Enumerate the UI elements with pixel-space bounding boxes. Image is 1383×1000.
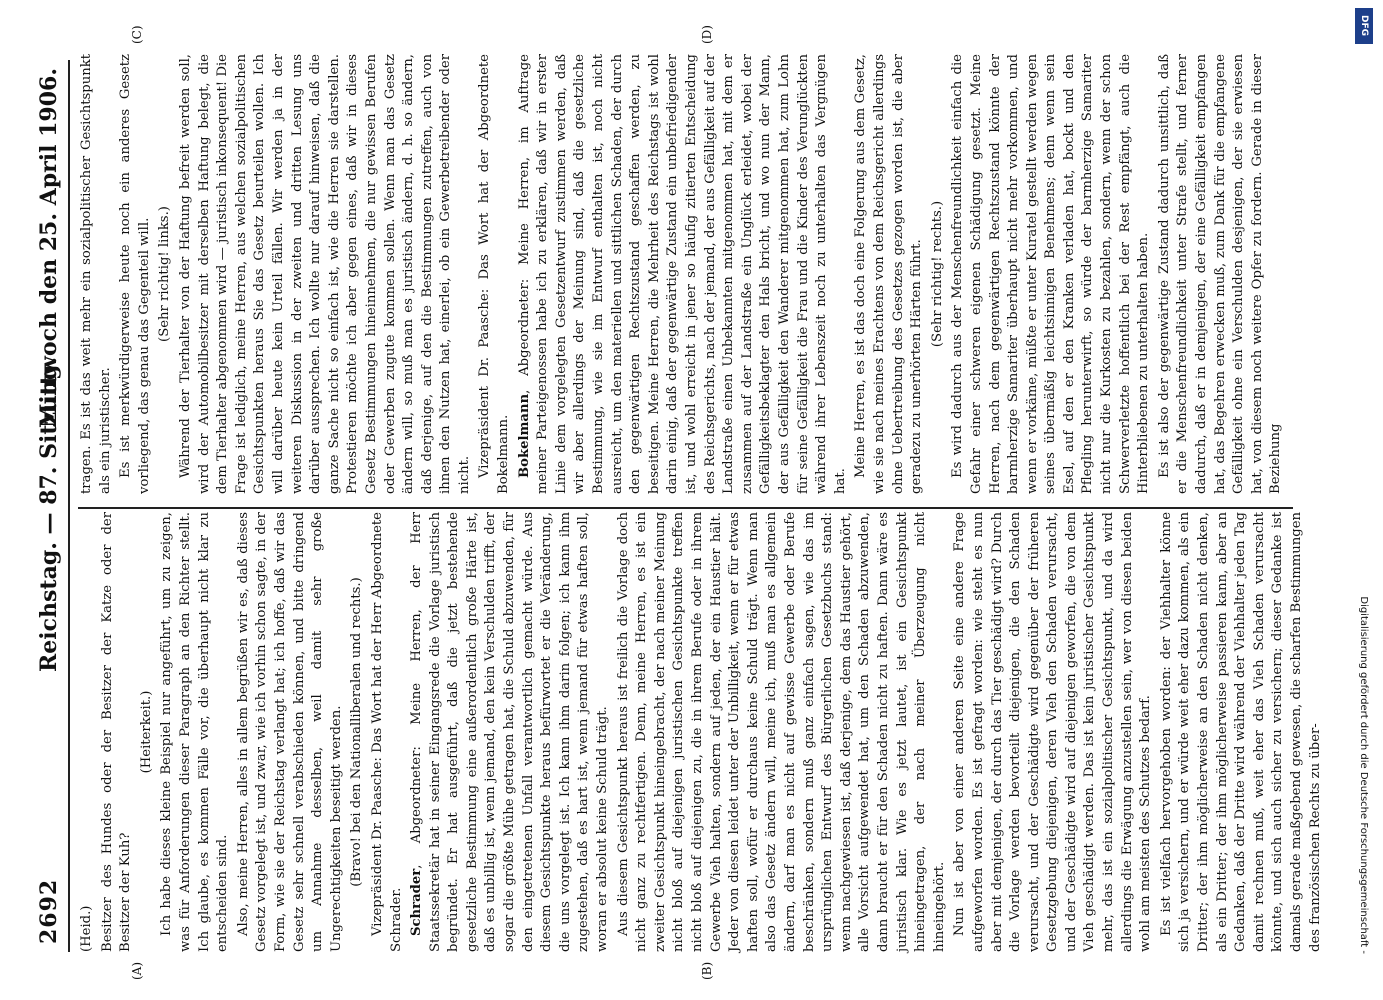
- digitization-note-text: Digitalisierung gefördert durch die Deutsche Forschungsgemeinschaft -: [1358, 596, 1369, 954]
- speaker-name: Bokelmann: [516, 393, 532, 478]
- digitization-note: [1352, 10, 1376, 990]
- paragraph: Nun ist aber von einer anderen Seite eine andere Frage aufgeworfen worden. Es ist gefragt worden: wie steht es nun aber mit demjenigen, der durch das Tier geschädigt wird? Durch die Vorlage werden bevorteilt diejenigen, die den Schaden verursacht, und der Geschädigte wird gegenüber der früheren Gesetzgebung diejenigen, deren Vieh den Schaden verursacht, und der Geschädigte wird auf diejenigen geworfen, die von dem Vieh geschädigt werden. Das ist kein juristischer Gesichtspunkt mehr, das ist ein sozialpolitischer Gesichtspunkt, und da wird allerdings die Erwägung anzustellen sein, wer von diesen beiden wohl am meisten des Schutzes bedarf.: [952, 512, 1154, 952]
- paragraph: Meine Herren, es ist das doch eine Folgerung aus dem Gesetz, wie sie nach meines Erachtens von dem Reichsgericht allerdings ohne Uebertreibung des Gesetzes gezogen worden ist, die aber geradezu zu unerhörten Härten führt.: [853, 54, 925, 494]
- left-column: [78, 512, 1323, 952]
- session-date: Mittwoch den 25. April 1906.: [36, 68, 62, 428]
- paragraph: Vizepräsident Dr. Paasche: Das Wort hat der Abgeordnete Bokelmann.: [477, 54, 512, 494]
- interjection: (Sehr richtig! links.): [157, 206, 173, 342]
- paragraph: Es wird dadurch aus der Menschenfreundlichkeit einfach die Gefahr einer schweren eigenen Schädigung gesetzt. Meine Herren, nach dem gegenwärtigen Rechtszustand könnte der barmherzige Samariter überhaupt nicht mehr vorkommen, und wenn er vorkäme, müßte er unter Kuratel gestellt werden wegen seines übermäßig leichtsinnigen Benehmens; denn wenn sein Esel, auf den er den Kranken verladen hat, bockt und den Pflegling herunterwirft, so würde der barmherzige Samariter nicht nur die Kurkosten zu bezahlen, sondern, wenn der schon Schwerverletzte hoffentlich bei der Rest empfängt, auch die Hinterbliebenen zu unterhalten haben.: [950, 54, 1152, 494]
- margin-marker-b: (B): [700, 961, 714, 980]
- margin-marker-a: (A): [130, 961, 144, 980]
- paragraph: Vizepräsident Dr. Paasche: Das Wort hat der Herr Abgeordnete Schrader.: [369, 512, 404, 952]
- paragraph: Bokelmann, Abgeordneter: Meine Herren, im Auftrage meiner Parteigenossen habe ich zu erklären, daß wir in erster Linie dem vorgelegten Gesetzentwurf zustimmen werden, daß wir aber allerdings der Meinung sind, daß die gesetzliche Bestimmung, wie sie im Entwurf enthalten ist, noch nicht ausreicht, um den materiellen und sittlichen Schaden, der durch den gegenwärtigen Rechtszustand geschaffen werden, zu beseitigen. Meine Herren, die Mehrheit des Reichstags ist wohl darin einig, daß der gegenwärtige Zustand ein unbefriedigender ist, und wohl erreicht in jener so häufig zitierten Entscheidung des Reichsgerichts, nach der jemand, der aus Gefälligkeit auf der Landstraße einen Unbekannten mitgenommen hat, mit dem er zusammen auf der Landstraße ein Unglück erleidet, wobei der Gefälligkeitsbeklagter den Hals bricht, und wo nun der Mann, der aus Gefälligkeit den Wanderer mitgenommen hat, zum Lohn für seine Gefälligkeit die Frau und die Kinder des Verunglückten während ihrer Lebenszeit noch zu unterhalten das Vergnügen hat.: [516, 54, 848, 494]
- paragraph: Ich habe dieses kleine Beispiel nur angeführt, um zu zeigen, was für Anforderungen dieser Paragraph an den Richter stellt. Ich glaube, es kommen Fälle vor, die überhaupt nicht klar zu entscheiden sind.: [159, 512, 231, 952]
- session-title: Reichstag. — 87. Sitzung.: [36, 356, 62, 672]
- paragraph: Es ist vielfach hervorgehoben worden: der Viehhalter könne sich ja versichern, und er würde weit eher dazu kommen, als ein Dritter; der ihm möglicherweise an den Schaden nicht denken, als ein Dritter; der ihm möglicherweise passieren kann, aber an Gedanken, daß der Dritte wird während der Viehhalter jeden Tag damit rechnen muß, weit eher das Vieh Schaden verursacht könnte, und sich auch sicher zu versichern; dieser Gedanke ist damals gerade maßgebend gewesen, die scharfen Bestimmungen des französischen Rechts zu über-: [1158, 512, 1323, 952]
- column-divider: [78, 508, 1293, 510]
- paragraph: Es ist merkwürdigerweise heute noch ein anderes Gesetz vorliegend, das genau das Gegenteil will.: [118, 54, 152, 494]
- interjection: (Bravo! bei den Nationalliberalen und rechts.): [349, 577, 365, 887]
- page-number: 2692: [36, 878, 62, 944]
- dfg-logo: DFG: [1355, 8, 1373, 44]
- paragraph: Besitzer des Hundes oder der Besitzer der Katze oder der Besitzer der Kuh?: [99, 512, 134, 952]
- page-header: [28, 60, 70, 952]
- margin-marker-c: (C): [130, 25, 144, 44]
- margin-marker-d: (D): [700, 25, 714, 44]
- paragraph: tragen. Es ist das weit mehr ein sozialpolitischer Gesichtspunkt als ein juristischer.: [79, 54, 113, 494]
- paragraph: Schrader, Abgeordneter: Meine Herren, der Herr Staatssekretär hat in seiner Eingangsrede die Vorlage juristisch begründet. Er hat ausgeführt, daß die jetzt bestehende gesetzliche Bestimmung eine außerordentlich große Härte ist, daß es unbillig ist, wenn jemand, den kein Verschulden trifft, der sogar die größte Mühe getragen hat, die Schuld abzuwenden, für den eingetretenen Unfall verantwortlich gemacht würde. Aus diesem Gesichtspunkte heraus befürwortet er die Veränderung, die uns vorgelegt ist. Ich kann ihm darin folgen; ich kann ihm zugestehen, daß es hart ist, wenn jemand für etwas haften soll, woran er absolut keine Schuld trägt.: [409, 512, 611, 952]
- paragraph: Es ist also der gegenwärtige Zustand dadurch unsittlich, daß er die Menschenfreundlichkeit unter Strafe stellt, und ferner dadurch, daß er in demjenigen, der eine Gefälligkeit empfangen hat, das Begehren erwecken muß, zum Dank für die empfangene Gefälligkeit ohne ein Verschulden desjenigen, der sie erwiesen hat, von diesem noch weitere Opfer zu fordern. Gerade in dieser Beziehung: [1156, 54, 1284, 494]
- right-column: [78, 54, 1293, 494]
- paragraph: (Heid.): [79, 905, 94, 952]
- interjection: (Heiterkeit.): [138, 690, 154, 774]
- paragraph: Aus diesem Gesichtspunkt heraus ist freilich die Vorlage doch nicht ganz zu rechtfertigen. Denn, meine Herren, es ist ein zweiter Gesichtspunkt hineingebracht, der nach meiner Meinung nicht bloß auf diejenigen juristischen Gesichtspunkte treffen nicht bloß auf diejenigen zu, die in ihrem Berufe oder in ihrem Gewerbe Vieh halten, sondern auf jeden, der ein Haustier hält. Jeder von diesen leidet unter der Unbilligkeit, wenn er für etwas haften soll, wofür er durchaus keine Schuld trägt. Wenn man also das Gesetz ändern will, meine ich, muß man es allgemein ändern, darf man es nicht auf gewisse Gewerbe oder Berufe beschränken, sondern muß ganz einfach sagen, wie das im ursprünglichen Entwurf des Bürgerlichen Gesetzbuchs stand: wenn nachgewiesen ist, daß derjenige, dem das Haustier gehört, alle Vorsicht aufgewendet hat, um den Schaden abzuwenden, dann braucht er für den Schaden nicht zu haften. Dann wäre es juristisch klar. Wie es jetzt lautet, ist ein Gesichtspunkt hineingetragen, der nach meiner Überzeugung nicht hineingehört.: [615, 512, 947, 952]
- paragraph: Während der Tierhalter von der Haftung befreit werden soll, wird der Automobilbesitzer mit derselben Haftung belegt, die dem Tierhalter abgenommen wird — juristisch inkonsequent! Die Frage ist lediglich, meine Herren, aus welchen sozialpolitischen Gesichtspunkten heraus Sie das Gesetz beurteilen wollen. Ich will darüber heute kein Urteil fällen. Wir werden ja in der weiteren Diskussion in der zweiten und dritten Lesung uns darüber aussprechen. Ich wollte nur darauf hinweisen, daß die ganze Sache nicht so einfach ist, wie die Herren sie darstellen. Protestieren möchte ich aber gegen eines, daß wir in dieses Gesetz Bestimmungen hineinnehmen, die nur gewissen Berufen oder Gewerben zugute kommen sollen. Wenn man das Gesetz ändern will, so muß man es juristisch ändern, d. h. so ändern, daß derjenige, auf den die Bestimmungen zutreffen, auch von ihnen den Nutzen hat, einerlei, ob ein Gewerbetreibender oder nicht.: [177, 54, 472, 494]
- paragraph: Also, meine Herren, alles in allem begrüßen wir es, daß dieses Gesetz vorgelegt ist, und zwar, wie ich vorhin schon sagte, in der Form, wie sie der Reichstag verlangt hat; ich hoffe, daß wir das Gesetz sehr schnell verabschieden können, und bitte dringend um Annahme desselben, weil damit sehr große Ungerechtigkeiten beseitigt werden.: [235, 512, 344, 952]
- interjection: (Sehr richtig! rechts.): [929, 200, 945, 348]
- speaker-name: Schrader: [409, 868, 425, 936]
